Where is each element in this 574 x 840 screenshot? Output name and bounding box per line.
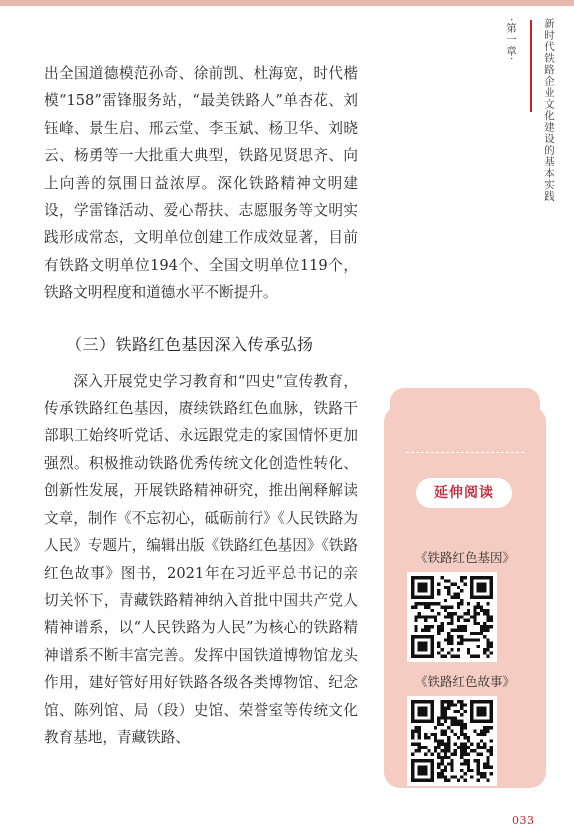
header-accent-bar <box>530 20 532 112</box>
chapter-label: ·第一章· <box>505 18 517 62</box>
paragraph-2: 深入开展党史学习教育和“四史”宣传教育，传承铁路红色基因，赓续铁路红色血脉，铁路干部职工始终听党话、永远跟党走的家国情怀更加强烈。积极推动铁路优秀传统文化创造性转化、创新性发展，开展铁路精神研究，推出阐释解读文章，制作《不忘初心，砥砺前行》《人民铁路为人民》专题片，编辑出版《铁路红色基因》《铁路红色故事》图书，2021年在习近平总书记的亲切关怀下，青藏铁路精神纳入首批中国共产党人精神谱系，以“人民铁路为人民”为核心的铁路精神谱系不断丰富完善。发挥中国铁道博物馆龙头作用，建好管好用好铁路各级各类博物馆、纪念馆、陈列馆、局（段）史馆、荣誉室等传统文化教育基地，青藏铁路、 <box>44 372 358 746</box>
card-dashed-line <box>406 452 524 453</box>
extended-reading-card <box>384 406 546 788</box>
paragraph-1: 出全国道德模范孙奇、徐前凯、杜海宽，时代楷模“158”雷锋服务站，“最美铁路人”单杏花、刘钰峰、景生启、邢云堂、李玉斌、杨卫华、刘晓云、杨勇等一大批重大典型，铁路见贤思齐、向上向善的氛围日益浓厚。深化铁路精神文明建设，学雷锋活动、爱心帮扶、志愿服务等文明实践形成常态，文明单位创建工作成效显著，目前有铁路文明单位194个、全国文明单位119个，铁路文明程度和道德水平不断提升。 <box>44 65 358 302</box>
top-rule <box>0 0 574 6</box>
main-text <box>44 60 358 751</box>
qr-code-icon[interactable] <box>407 696 497 786</box>
book-title: 新时代铁路企业文化建设的基本实践 <box>543 18 555 202</box>
section-subheading: （三）铁路红色基因深入传承弘扬 <box>66 334 314 354</box>
reading-item-title: 《铁路红色故事》 <box>414 674 515 689</box>
reading-item-title: 《铁路红色基因》 <box>414 550 515 565</box>
card-tab <box>390 388 540 418</box>
extended-reading-title: 延伸阅读 <box>416 478 512 508</box>
qr-code-icon[interactable] <box>407 572 497 662</box>
page-number: 033 <box>512 814 535 827</box>
